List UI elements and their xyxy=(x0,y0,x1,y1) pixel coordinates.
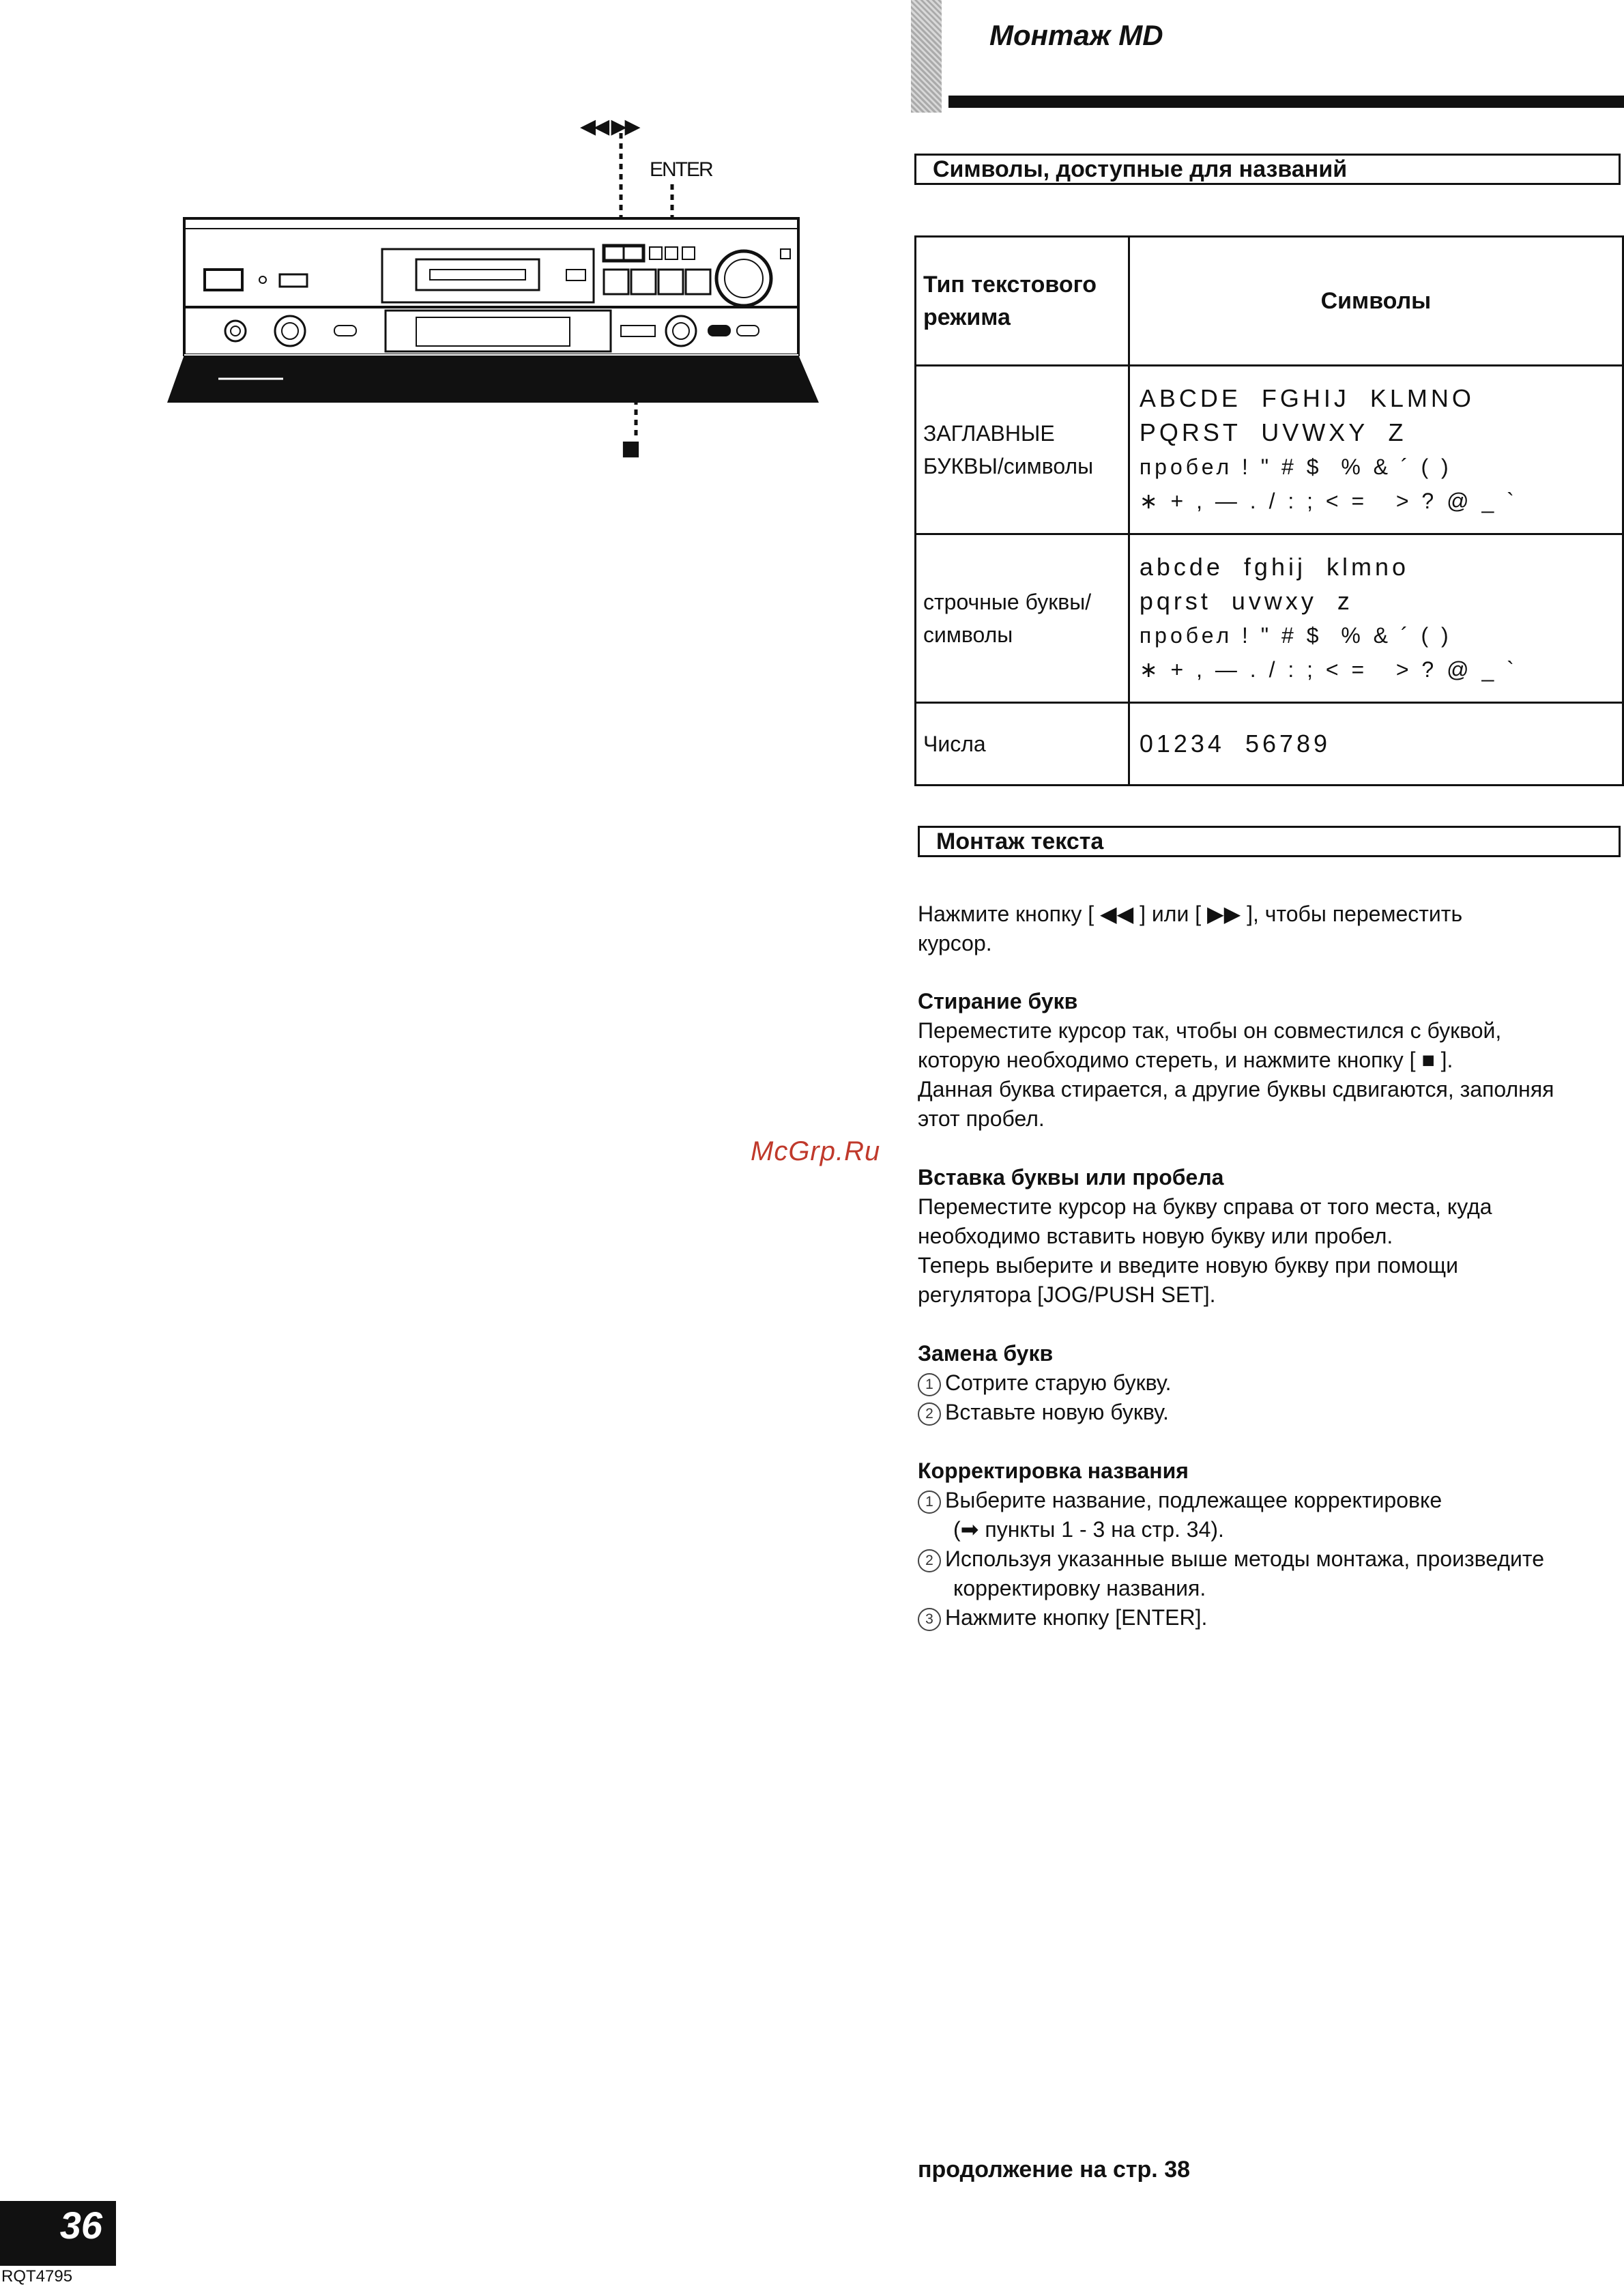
chars-numbers: 01234 56789 xyxy=(1129,703,1623,786)
insert-line: Переместите курсор на букву справа от того места, куда xyxy=(918,1194,1492,1219)
section-title-edit-text: Монтаж текста xyxy=(936,829,1104,854)
correct-step-2: 2 Используя указанные выше методы монтажа, произведите xyxy=(918,1544,1621,1574)
rew-ff-label: ◀◀ ▶▶ xyxy=(580,115,639,138)
watermark: McGrp.Ru xyxy=(751,1136,881,1166)
intro-line-2: курсор. xyxy=(918,931,992,955)
step-number-icon: 2 xyxy=(918,1549,941,1572)
correct-step-1-cont: (➡ пункты 1 - 3 на стр. 34). xyxy=(953,1517,1224,1542)
replace-heading: Замена букв xyxy=(918,1341,1054,1366)
chars-lower: abcde fghij klmno pqrst uvwxy z пробел ! " # $ % & ´ ( ) ∗ + , — . / : ; < = > ? @ _ ` xyxy=(1129,534,1623,703)
step-number-icon: 3 xyxy=(918,1608,941,1631)
erase-line: Переместите курсор так, чтобы он совместился с буквой, xyxy=(918,1018,1502,1043)
replace-step-1: 1 Сотрите старую букву. xyxy=(918,1368,1621,1398)
md-deck-drawing xyxy=(164,102,839,471)
correct-step-1: 1 Выберите название, подлежащее корректировке xyxy=(918,1486,1621,1515)
erase-heading: Стирание букв xyxy=(918,989,1078,1013)
table-row xyxy=(916,366,1623,534)
page-number: 36 xyxy=(59,2204,102,2247)
erase-line: Данная буква стирается, а другие буквы сдвигаются, заполняя xyxy=(918,1077,1554,1102)
insert-line: необходимо вставить новую букву или пробел. xyxy=(918,1224,1393,1248)
step-number-icon: 2 xyxy=(918,1402,941,1426)
device-illustration xyxy=(164,102,839,471)
section-title-chars xyxy=(914,154,1621,185)
table-header-row xyxy=(916,237,1623,366)
mode-lower: строчные буквы/символы xyxy=(916,534,1129,703)
edit-body xyxy=(918,899,1621,1632)
chars-upper: ABCDE FGHIJ KLMNO PQRST UVWXY Z пробел ! " # $ % & ´ ( ) ∗ + , — . / : ; < = > ? @ _ ` xyxy=(1129,366,1623,534)
table-header-chars: Символы xyxy=(1129,237,1623,366)
correct-step-2-cont: корректировку названия. xyxy=(953,1576,1206,1600)
insert-line: Теперь выберите и введите новую букву при помощи xyxy=(918,1253,1458,1278)
section-title-edit xyxy=(918,826,1621,857)
erase-line: этот пробел. xyxy=(918,1106,1045,1131)
intro-line-1: Нажмите кнопку [ ◀◀ ] или [ ▶▶ ], чтобы переместить xyxy=(918,902,1463,926)
step-number-icon: 1 xyxy=(918,1491,941,1514)
characters-table xyxy=(914,235,1624,786)
table-row xyxy=(916,703,1623,786)
header-gray-tab xyxy=(911,0,942,113)
table-row xyxy=(916,534,1623,703)
stop-button-label: ■ xyxy=(621,431,641,467)
correct-step-3: 3 Нажмите кнопку [ENTER]. xyxy=(918,1603,1621,1632)
header-rule xyxy=(948,96,1624,108)
insert-line: регулятора [JOG/PUSH SET]. xyxy=(918,1282,1216,1307)
mode-upper: ЗАГЛАВНЫЕ БУКВЫ/символы xyxy=(916,366,1129,534)
insert-heading: Вставка буквы или пробела xyxy=(918,1165,1224,1190)
model-code: RQT4795 xyxy=(1,2267,73,2286)
section-title-chars-text: Символы, доступные для названий xyxy=(933,156,1348,182)
mode-numbers: Числа xyxy=(916,703,1129,786)
replace-step-2: 2 Вставьте новую букву. xyxy=(918,1398,1621,1427)
step-number-icon: 1 xyxy=(918,1373,941,1396)
correct-heading: Корректировка названия xyxy=(918,1458,1189,1483)
continued-note: продолжение на стр. 38 xyxy=(918,2157,1191,2183)
enter-label: ENTER xyxy=(650,158,712,181)
page-title: Монтаж MD xyxy=(989,19,1163,51)
erase-line: которую необходимо стереть, и нажмите кнопку [ ■ ]. xyxy=(918,1048,1453,1072)
table-header-mode: Тип текстового режима xyxy=(916,237,1129,366)
